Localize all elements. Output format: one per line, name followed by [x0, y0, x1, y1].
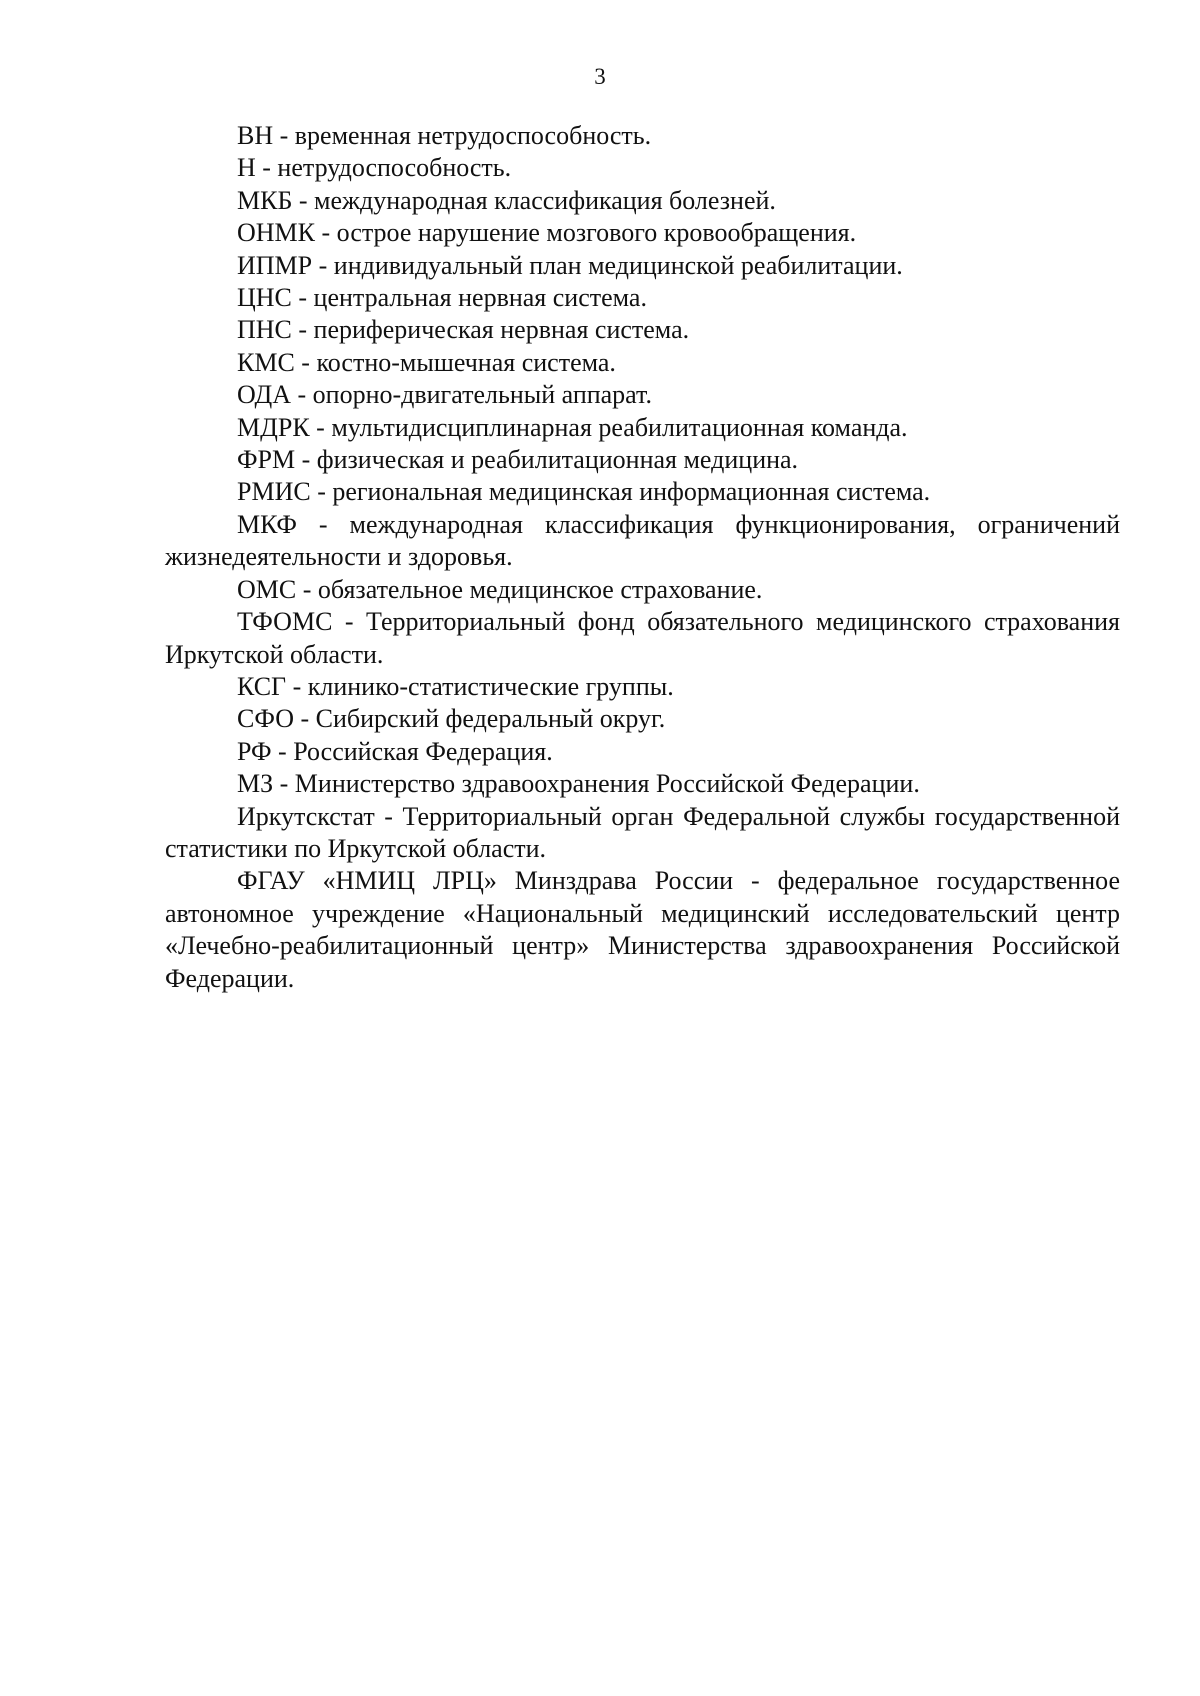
abbreviation-oms: ОМС - обязательное медицинское страхование. — [237, 574, 763, 604]
abbreviation-rf: РФ - Российская Федерация. — [237, 736, 553, 766]
abbreviation-mkb: МКБ - международная классификация болезней. — [237, 185, 776, 215]
abbreviation-vn: ВН - временная нетрудоспособность. — [237, 121, 652, 150]
abbreviation-onmk: ОНМК - острое нарушение мозгового кровообращения. — [237, 218, 857, 248]
abbreviation-cns: ЦНС - центральная нервная система. — [237, 283, 647, 313]
page-number: 3 — [594, 64, 606, 89]
abbreviation-ipmr: ИПМР - индивидуальный план медицинской реабилитации. — [237, 250, 903, 280]
abbreviation-pns: ПНС - периферическая нервная система. — [237, 315, 690, 345]
abbreviation-irkutskstat: Иркутскстат - Территориальный орган Федеральной службы государственной статистики по Иркутской области. — [165, 801, 1120, 863]
abbreviation-rmis: РМИС - региональная медицинская информационная система. — [237, 477, 931, 507]
abbreviation-mkf: МКФ - международная классификация функционирования, ограничений жизнедеятельности и здоровья. — [165, 509, 1120, 572]
abbreviation-oda: ОДА - опорно-двигательный аппарат. — [237, 380, 652, 410]
abbreviation-ksg: КСГ - клинико-статистические группы. — [237, 671, 674, 701]
abbreviation-mz: МЗ - Министерство здравоохранения Российской Федерации. — [237, 769, 920, 799]
abbreviation-mdrk: МДРК - мультидисциплинарная реабилитационная команда. — [237, 412, 908, 442]
abbreviation-n: Н - нетрудоспособность. — [237, 153, 512, 183]
abbreviation-sfo: СФО - Сибирский федеральный округ. — [237, 704, 666, 734]
abbreviation-tfoms: ТФОМС - Территориальный фонд обязательного медицинского страхования Иркутской области. — [165, 607, 1120, 669]
abbreviation-list — [165, 120, 1120, 995]
abbreviation-frm: ФРМ - физическая и реабилитационная медицина. — [237, 445, 799, 475]
abbreviation-fgau-nmic-lrc: ФГАУ «НМИЦ ЛРЦ» Минздрава России - федеральное государственное автономное учреждение «Национальный медицинский исследовательский центр «Лечебно-реабилитационный центр» Министерства здравоохранения Российской Федерации. — [165, 866, 1120, 993]
abbreviation-kms: КМС - костно-мышечная система. — [237, 347, 616, 377]
